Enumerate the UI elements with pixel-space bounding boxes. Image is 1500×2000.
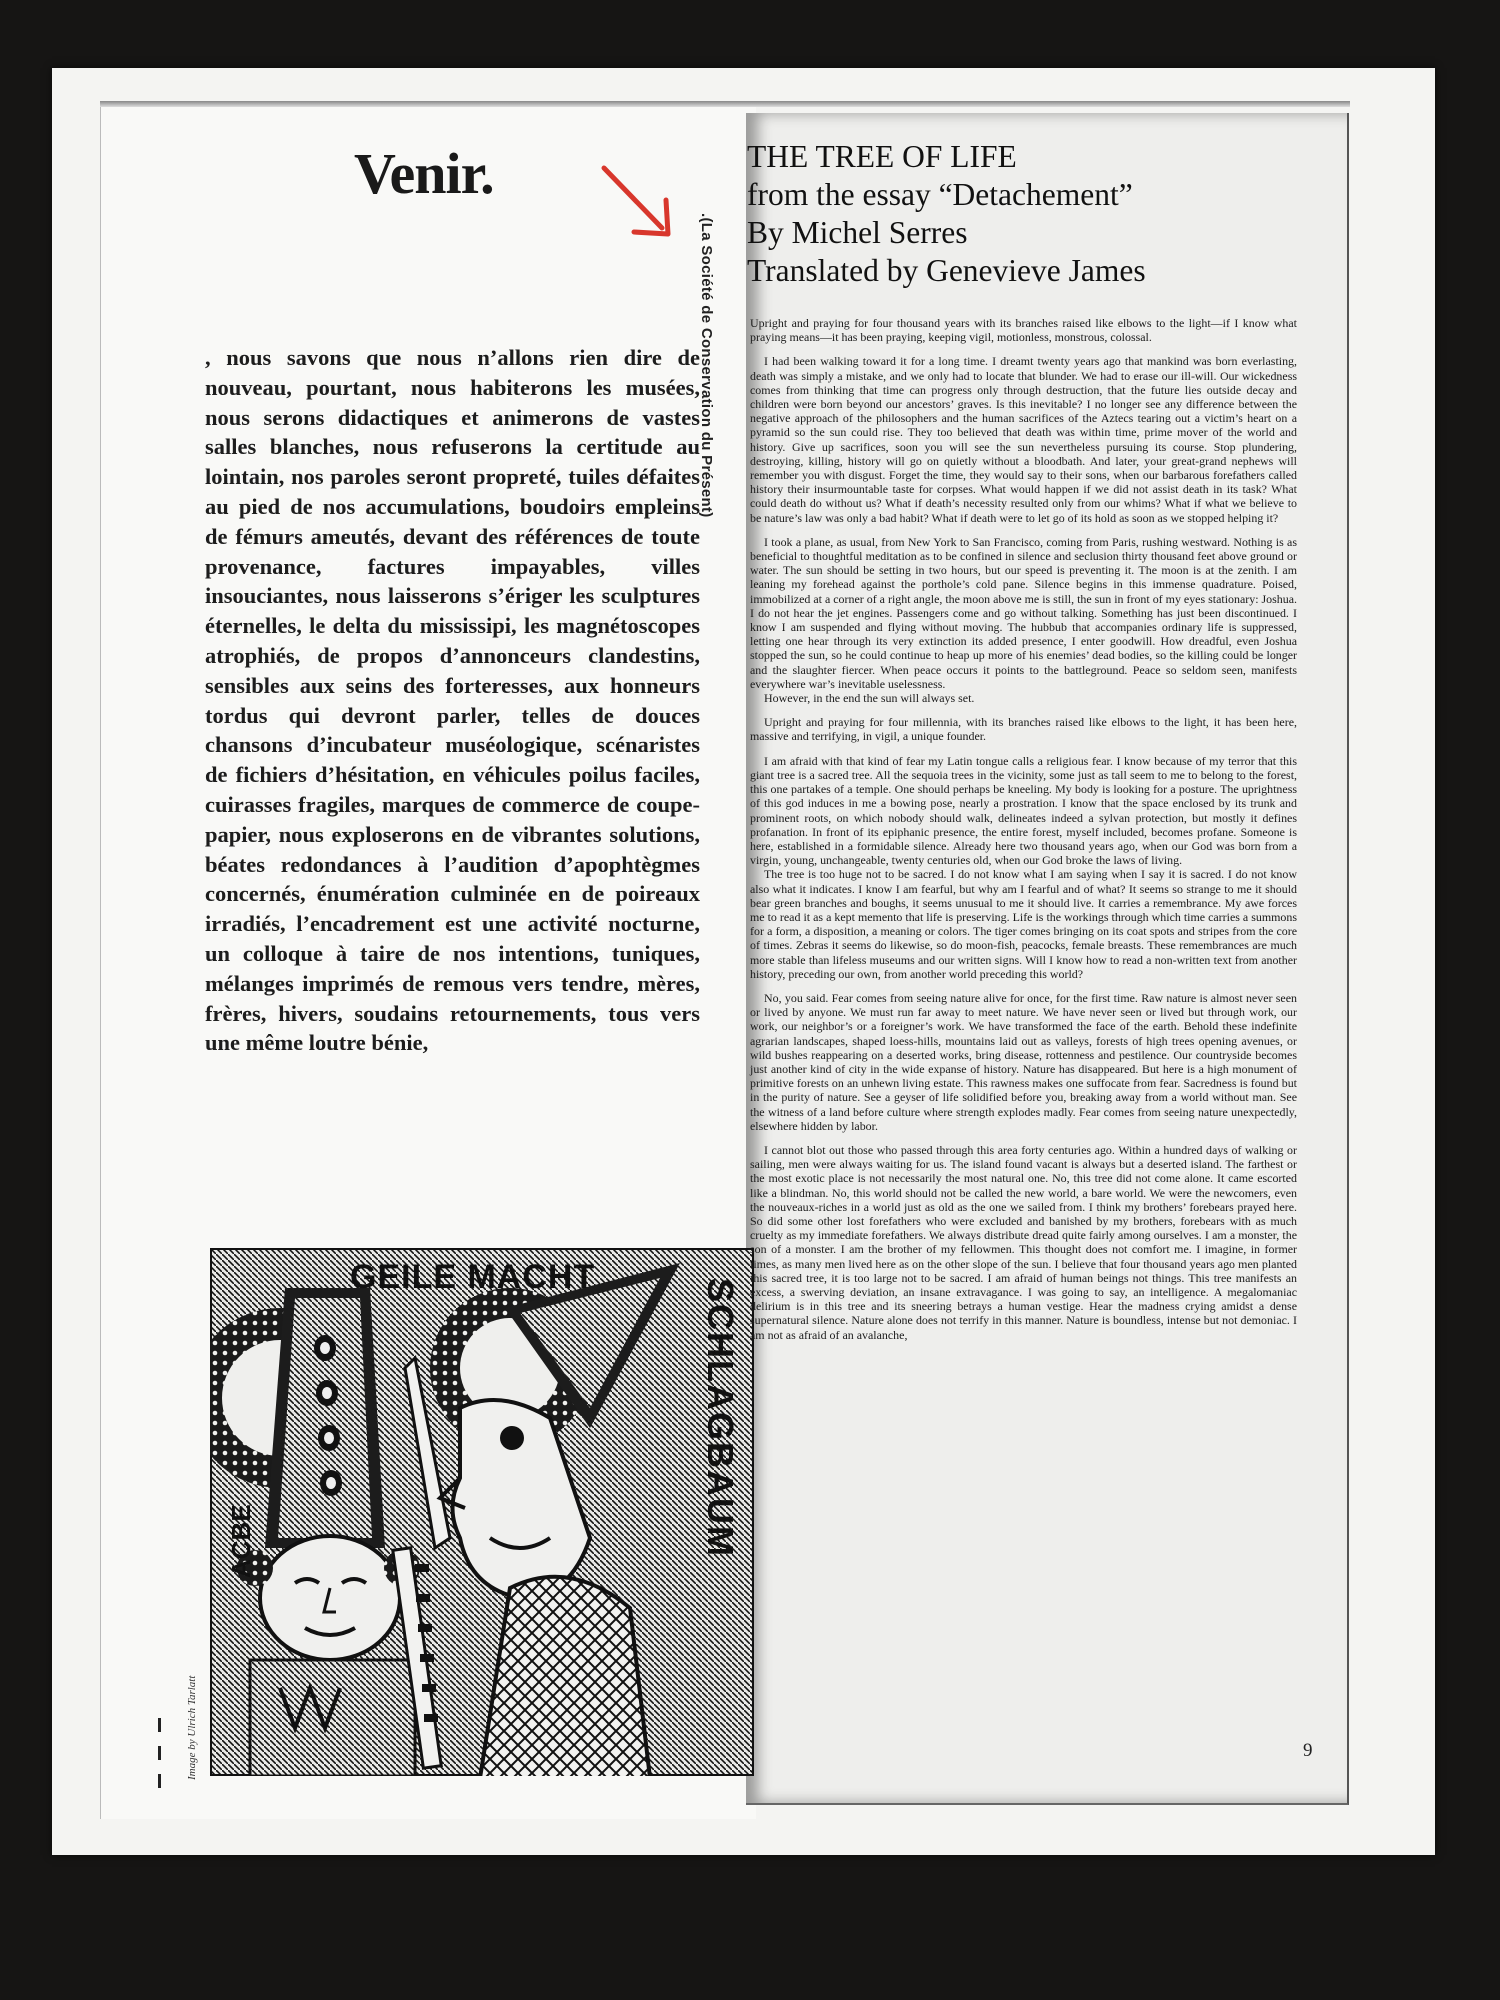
heading-line-source: from the essay “Detachement” — [747, 177, 1133, 212]
margin-marks — [158, 1718, 162, 1802]
vertical-caption: .(La Société de Conservation du Présent) — [698, 213, 715, 518]
heading-line-translator: Translated by Genevieve James — [747, 253, 1146, 288]
woodcut-text-right: SCHLAGBAUM — [700, 1278, 741, 1558]
essay-paragraph: I had been walking toward it for a long time. I dreamt twenty years ago that mankind was born everlasting, death was simply a mistake, and we only had to locate that blunder. We had to erase our ill-will. Our wickedness comes from thinking that time can progress only through destruction, that the future lies outside decay and children were born beyond our ancestors’ graves. Is this inevitable? I no longer see any difference between the negative approach of the philosophers and the human sacrifices of the Aztecs tearing out a victim’s heart on a pyramid so the sun could rise. They too believed that death was within time, prime mover of the world and history. Give up sacrifices, soon you will see the sun nevertheless pursuing its course. Stop plundering, destroying, killing, history will go on quietly without a bloodbath. And later, your great-grand nephews will remember you with disgust. Forget the time, they would say to their sons, when our barbarous forefathers called history their insurmountable taste for corpses. What would happen if we did not assist death in its task? What could death do without us? What if death’s necessity resulted only from our whims? What if what we believe to be nature’s law was only a bad habit? What if death were to let go of its hold as soon as we stopped helping it? — [750, 354, 1297, 525]
essay-paragraph: The tree is too huge not to be sacred. I do not know what I am saying when I say it is sacred. I do not know also what it indicates. I know I am fearful, but why am I fearful and of what? It seems so strange to me it should bear green branches and boughs, it seems unusual to me it should live. It carries a remembrance. My awe forces me to read it as a kept memento that life is preserving. Life is the workings through which time carries a summons for a form, a disposition, a meaning or colors. The tiger comes bringing on its coat spots and stripes from the core of times. Zebras it seems do likewise, so do moon-fish, peacocks, female breasts. These remembrances are much more stable than lifeless museums and our written signs. Will I know how to read a non-written text from another history, preceding our own, from another world preceding this world? — [750, 867, 1297, 981]
french-poem-text: , nous savons que nous n’allons rien dire de nouveau, pourtant, nous habiterons les musées, nous serons didactiques et animerons de vastes salles blanches, nous refuserons la certitude au lointain, nos paroles seront propreté, tuiles défaites au pied de nos accumulations, boudoirs empleins de fémurs ameutés, devant des références de toute provenance, factures impayables, villes insouciantes, nous laisserons s’ériger les sculptures éternelles, le delta du mississipi, les magnétoscopes atrophiés, de propos d’annonceurs clandestins, sensibles aux seins des forteresses, aux honneurs tordus qui devront parler, telles de douces chansons d’incubateur muséologique, scénaristes de fichiers d’hésitation, en véhicules poilus faciles, cuirasses fragiles, marques de commerce de coupe-papier, nous exploserons en de vibrantes solutions, béates redondances à l’audition d’apophtègmes concernés, énumération culminée en de poireaux irradiés, l’encadrement est une activité nocturne, un colloque à taire de nos intentions, tuniques, mélanges imprimés de remous vers tendre, mères, frères, hivers, soudains retournements, tous vers une même loutre bénie, — [205, 345, 700, 1056]
heading-line-title: THE TREE OF LIFE — [747, 139, 1017, 174]
image-credit: Image by Ulrich Tarlatt — [186, 1675, 198, 1780]
essay-paragraph: I took a plane, as usual, from New York to San Francisco, coming from Paris, rushing westward. Nothing is as beneficial to thoughtful meditation as to be confined in silence and seclusion thirty thousand feet above ground or water. The sun should be setting in two hours, but our speed is preventing it. The moon is at the zenith. I am leaning my forehead against the porthole’s cold pane. Silence begins in this immense quadrature. Poised, immobilized at a corner of a right angle, the moon above me is still, the sun in front of my eyes stationary: Joshua. I do not hear the jet engines. Passengers come and go without talking. Something has just been discontinued. I know I am suspended and flying without moving. The hubbub that accompanies ordinary life is suppressed, letting one hear through its very extinction its added presence, I enter goodwill. How dreadful, even Joshua stopped the sun, so he could continue to heap up more of his enemies’ dead bodies, so the killing could be longer and the slaughter fiercer. When peace occurs it points to the battleground. Peace so seldom seen, manifests everywhere war’s inevitable uselessness. — [750, 534, 1297, 691]
woodcut-text-left: ACBE — [226, 1504, 256, 1578]
page-number: 9 — [1303, 1740, 1313, 1761]
essay-paragraph: I am afraid with that kind of fear my Latin tongue calls a religious fear. I know because of my terror that this giant tree is a sacred tree. All the sequoia trees in the vicinity, some just as tall seem to me to belong to the forest, this one partakes of a temple. One should perhaps be kneeling. My body is looking for a posture. The uprightness of this god induces in me a bowing pose, nearly a prostration. I know that the space enclosed by its trunk and prominent roots, on which nobody should walk, delineates indeed a sylvan protection, but mostly it defines profanation. In front of its epiphanic presence, the entire forest, myself included, becomes profane. Someone is here, established in a formidable silence. Already here two thousand years ago, when our God was born from a virgin, young, unchangeable, twenty centuries old, when our God broke the laws of living. — [750, 753, 1297, 868]
essay-paragraph: No, you said. Fear comes from seeing nature alive for once, for the first time. Raw nature is almost never seen or lived by anyone. We must run far away to meet nature. We have never seen or lived but through work, our work, our neighbor’s or a foreigner’s work. We have transformed the face of the earth. Behold these indefinite agrarian landscapes, shaped loess-hills, mountains laid out as valleys, forests of high trees opening avenues, or wild bushes reappearing on a deserted works, bring disease, rottenness and pestilence. Our countryside becomes just another kind of city in the wide expanse of history. Nature has disappeared. But here is a high monument of primitive forests on an unhewn living estate. This rawness makes one suffocate from fear. Sacredness is found but in the purity of nature. See a geyser of life solidified before you, breaking away from a world without man. See the witness of a land before culture where strength explodes madly. Fear comes from seeing nature unexpectedly, elsewhere hidden by labor. — [750, 990, 1297, 1133]
essay-paragraph: Upright and praying for four thousand years with its branches raised like elbows to the light—if I know what praying means—it has been praying, keeping vigil, motionless, monstrous, colossal. — [750, 316, 1297, 345]
woodcut-illustration — [210, 1248, 754, 1776]
essay-paragraph: I cannot blot out those who passed through this area forty centuries ago. Within a hundred days of walking or sailing, men were always waiting for us. The island found vacant is always but a deserted island. The farthest or the most exotic place is not necessarily the most natural one. No, this tree did not come alone. It came escorted like a blindman. No, this world should not be called the new world, a bare world. We were the newcomers, even the nouveaux-riches in a world just as old as the one we sailed from. I think my brothers’ forebears prayed here. So did some other lost forefathers who were excluded and banished by my brothers, forebears with as much cruelty as my immediate forefathers. We always distribute dread quite fairly among ourselves. I am a monster, the son of a monster. I am the brother of my fellowmen. This thought does not comfort me. I imagine, in former times, as many men lived here as on the other slope of the sun. I believe that four thousand years ago men planted this sacred tree, it is too large not to be sacred. I am afraid of human beings not things. This tree manifests an excess, a swerving deviation, an insane extravagance. I was going to say, an intelligence. A megalomaniac delirium is in this tree and its sneering betrays a human vestige. Hear the madness crying amidst a dense supernatural silence. Nature alone does not terrify in this manner. Nature is boundless, intense but not demoniac. I am not as afraid of an avalanche, — [750, 1142, 1297, 1342]
essay-paragraph: However, in the end the sun will always set. — [764, 691, 975, 706]
heading-line-author: By Michel Serres — [747, 215, 968, 250]
venir-title: Venir. — [354, 141, 494, 206]
essay-body — [750, 316, 1297, 1352]
essay-paragraph: Upright and praying for four millennia, with its branches raised like elbows to the light, it has been here, massive and terrifying, in vigil, a unique founder. — [750, 715, 1297, 744]
red-arrow-icon — [600, 162, 685, 247]
woodcut-text-top: GEILE MACHT — [350, 1258, 596, 1296]
essay-heading — [747, 138, 1146, 290]
